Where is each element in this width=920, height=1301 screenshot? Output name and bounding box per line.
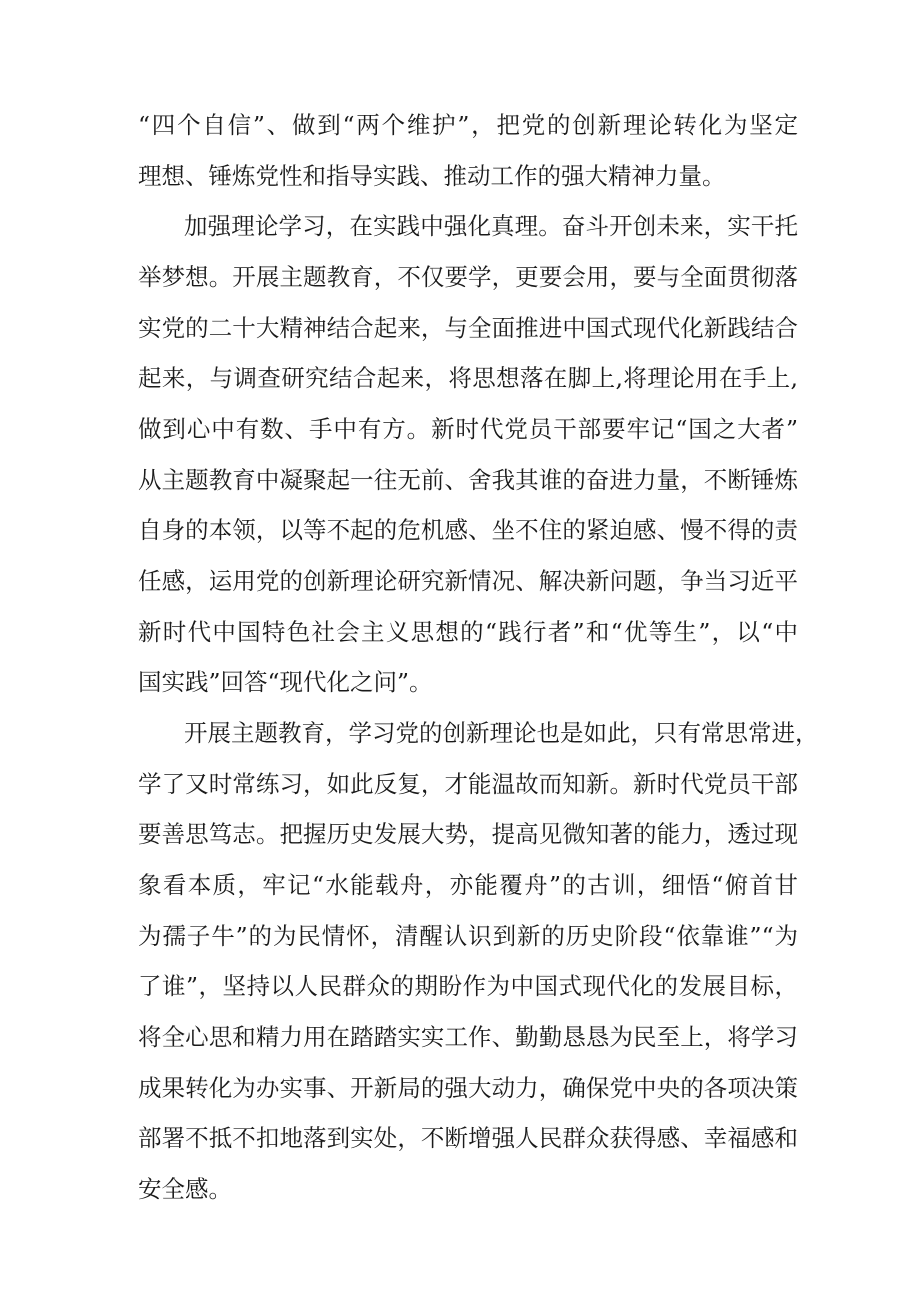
paragraph-3-line-4: 象看本质，牢记“水能载舟，亦能覆舟”的古训，细悟“俯首甘	[138, 871, 798, 899]
paragraph-3-line-1: 开展主题教育，学习党的创新理论也是如此，只有常思常进，	[184, 719, 819, 747]
paragraph-2-line-8: 任感，运用党的创新理论研究新情况、解决新问题，争当习近平	[138, 567, 798, 595]
paragraph-2-line-10: 国实践”回答“现代化之问”。	[138, 668, 433, 696]
paragraph-3-line-8: 成果转化为办实事、开新局的强大动力，确保党中央的各项决策	[138, 1074, 798, 1102]
paragraph-1-line-2: 理想、锤炼党性和指导实践、推动工作的强大精神力量。	[138, 162, 726, 190]
paragraph-2-line-5: 做到心中有数、手中有方。新时代党员干部要牢记“国之大者”	[138, 415, 798, 443]
paragraph-2-line-6: 从主题教育中凝聚起一往无前、舍我其谁的奋进力量，不断锤炼	[138, 466, 798, 494]
paragraph-2-line-7: 自身的本领，以等不起的危机感、坐不住的紧迫感、慢不得的责	[138, 516, 798, 544]
paragraph-3-line-9: 部署不抵不扣地落到实处，不断增强人民群众获得感、幸福感和	[138, 1124, 798, 1152]
paragraph-2-line-9: 新时代中国特色社会主义思想的“践行者”和“优等生”，以“中	[138, 618, 798, 646]
paragraph-2-line-2: 举梦想。开展主题教育，不仅要学，更要会用，要与全面贯彻落	[138, 263, 798, 291]
paragraph-3-line-3: 要善思笃志。把握历史发展大势，提高见微知著的能力，透过现	[138, 820, 798, 848]
paragraph-2-line-3: 实党的二十大精神结合起来，与全面推进中国式现代化新践结合	[138, 314, 798, 342]
paragraph-2-line-1: 加强理论学习，在实践中强化真理。奋斗开创未来，实干托	[184, 212, 798, 240]
paragraph-1-line-1: “四个自信”、做到“两个维护”，把党的创新理论转化为坚定	[138, 111, 798, 139]
paragraph-3-line-2: 学了又时常练习，如此反复，才能温故而知新。新时代党员干部	[138, 770, 798, 798]
paragraph-3-line-10: 安全感。	[138, 1175, 232, 1203]
paragraph-2-line-4: 起来，与调查研究结合起来，将思想落在脚上,将理论用在手上,	[138, 364, 798, 392]
paragraph-3-line-7: 将全心思和精力用在踏踏实实工作、勤勤恳恳为民至上，将学习	[138, 1023, 798, 1051]
paragraph-3-line-6: 了谁”，坚持以人民群众的期盼作为中国式现代化的发展目标，	[138, 972, 798, 1000]
paragraph-3-line-5: 为孺子牛”的为民情怀，清醒认识到新的历史阶段“依靠谁”“为	[138, 922, 798, 950]
